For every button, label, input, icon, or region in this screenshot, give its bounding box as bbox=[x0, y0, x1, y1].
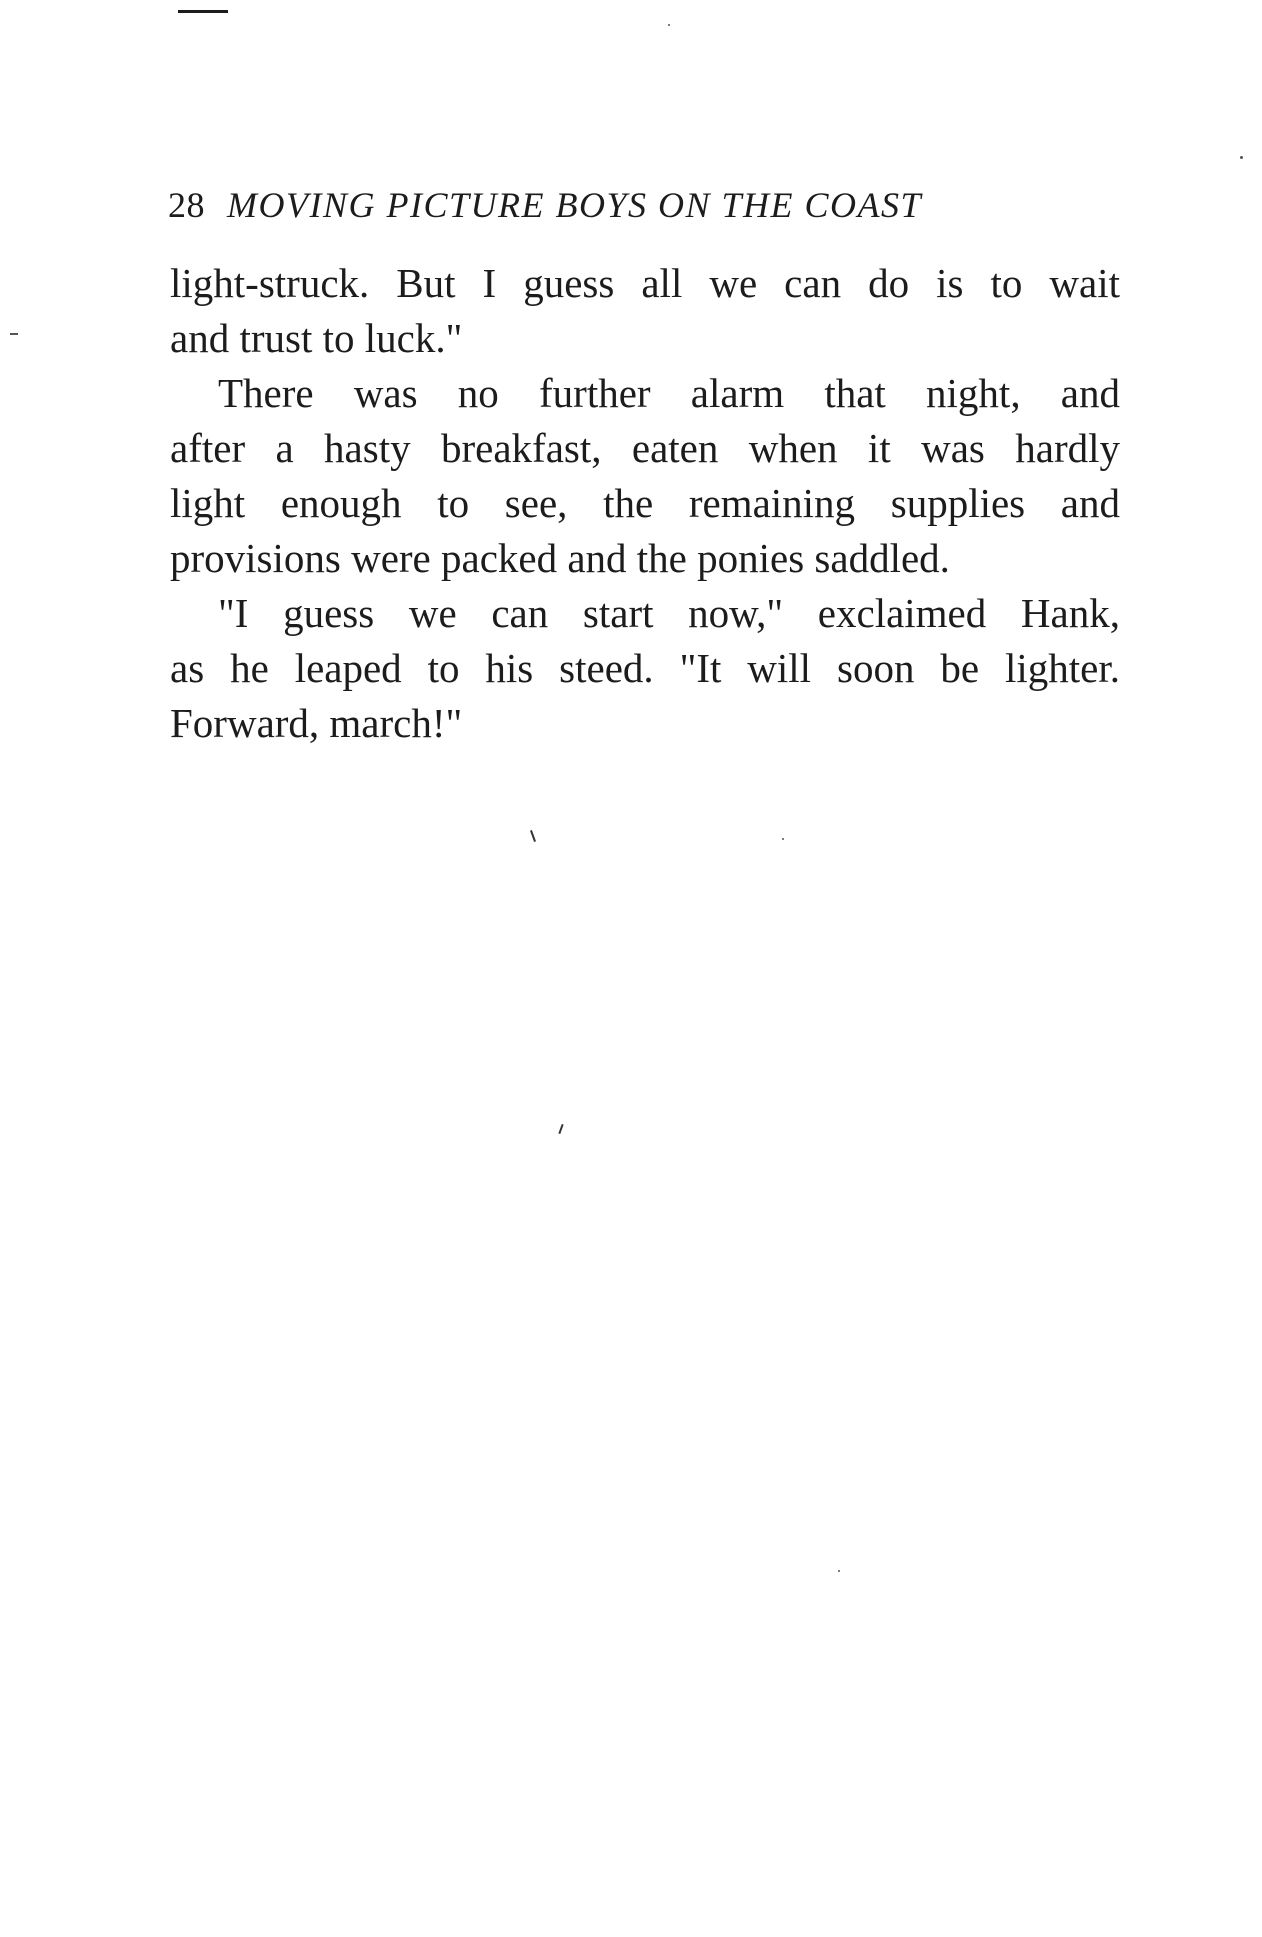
running-head bbox=[168, 180, 1048, 230]
text-line: There was no further alarm that night, and bbox=[218, 370, 1120, 416]
scan-mark bbox=[530, 830, 536, 842]
scan-mark bbox=[558, 1124, 563, 1134]
paragraph-2 bbox=[170, 366, 1120, 586]
scan-speck bbox=[838, 1570, 840, 1572]
scan-speck bbox=[10, 333, 18, 335]
paragraph-3 bbox=[170, 586, 1120, 751]
scan-speck bbox=[1240, 156, 1243, 159]
page-number: 28 bbox=[168, 185, 205, 225]
text-line: light enough to see, the remaining supplies and bbox=[170, 480, 1120, 526]
paragraph-1 bbox=[170, 256, 1120, 366]
scan-speck bbox=[668, 24, 670, 26]
text-line: light-struck. But I guess all we can do is to wait bbox=[170, 260, 1120, 306]
scan-speck bbox=[782, 838, 784, 840]
text-line: "I guess we can start now," exclaimed Hank, bbox=[218, 590, 1120, 636]
book-title: MOVING PICTURE BOYS ON THE COAST bbox=[227, 185, 923, 225]
text-line: as he leaped to his steed. "It will soon be lighter. bbox=[170, 645, 1120, 691]
text-line: Forward, march!" bbox=[170, 700, 463, 746]
top-rule-mark bbox=[178, 10, 228, 13]
text-line: after a hasty breakfast, eaten when it was hardly bbox=[170, 425, 1120, 471]
text-line: provisions were packed and the ponies saddled. bbox=[170, 535, 950, 581]
body-text bbox=[170, 256, 1120, 751]
text-line: and trust to luck." bbox=[170, 315, 463, 361]
